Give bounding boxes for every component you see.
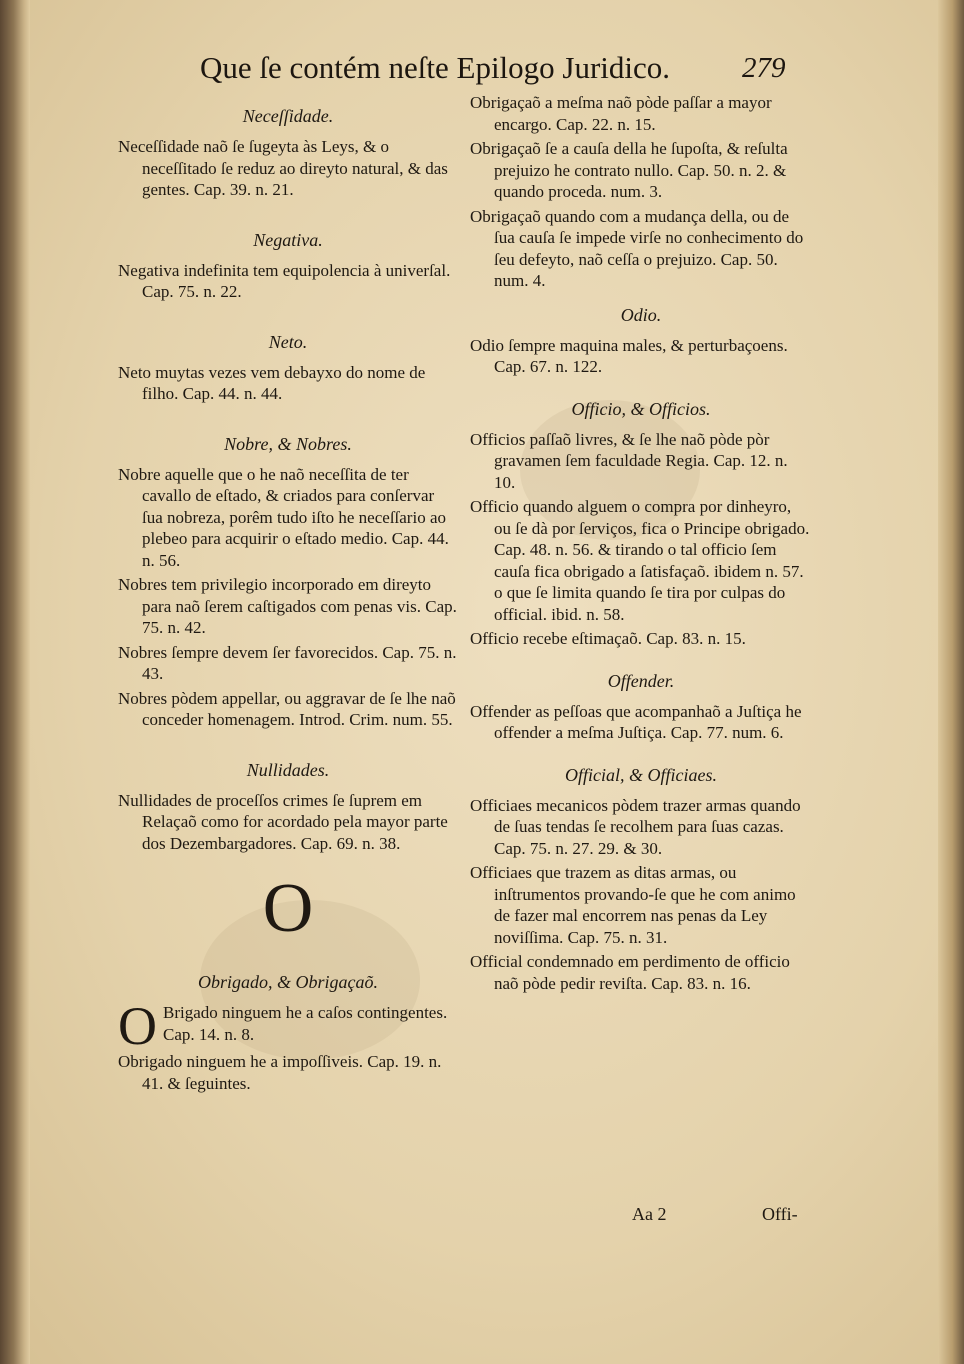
section-heading: Odio. [620,304,662,325]
index-entry: Nobres tem privilegio incorporado em direyto para naõ ſerem caſtigados com penas vis. Cap. 75. n. 42. [118,575,457,637]
index-entry: Neceſſidade naõ ſe ſugeyta às Leys, & o neceſſitado ſe reduz ao direyto natural, & das gentes. Cap. 39. n. 21. [118,137,448,199]
index-entry-first [118,1002,458,1048]
index-entry: Nullidades de proceſſos crimes ſe ſuprem em Relaçaõ como for acordado pela mayor parte dos Dezembargadores. Cap. 69. n. 38. [118,790,448,853]
signature-mark: Aa 2 [632,1204,667,1224]
entry-text: Brigado ninguem he a caſos contingentes. Cap. 14. n. 8. [163,1003,448,1044]
page-binding [0,0,30,1364]
index-entry: Official condemnado em perdimento de officio naõ pòde pedir reviſta. Cap. 83. n. 16. [470,952,790,993]
index-entry: Officio recebe eſtimaçaõ. Cap. 83. n. 15. [470,629,746,648]
index-entry: Nobres pòdem appellar, ou aggravar de ſe lhe naõ conceder homenagem. Introd. Crim. num. 55. [118,688,456,729]
section-heading: Neceſſidade. [242,106,334,126]
section-heading: Neto. [268,331,308,352]
index-entry: Officio quando alguem o compra por dinheyro, ou ſe dà por ſerviços, fica o Principe obrigado. Cap. 48. n. 56. & tirando o tal officio ſem cauſa fica obrigado a ſatisfaçaõ. ibidem n. 57. o que ſe limita quando ſe tira por culpas do official. ibid. n. 58. [470,497,810,624]
index-entry: Officiaes que trazem as ditas armas, ou inſtrumentos provando-ſe que he com animo de fazer mal encorrem nas penas da Ley noviſſima. Cap. 75. n. 31. [470,863,796,947]
index-entry: Negativa indefinita tem equipolencia à univerſal. Cap. 75. n. 22. [118,260,451,301]
section-heading: Obrigado, & Obrigaçaõ. [198,972,378,992]
page-number: 279 [742,52,786,84]
section-heading: Official, & Officiaes. [565,764,717,785]
index-entry: Offender as peſſoas que acompanhaõ a Juſtiça he offender a meſma Juſtiça. Cap. 77. num. 6. [470,701,802,742]
section-letter: O [262,870,314,947]
index-entry: Officiaes mecanicos pòdem trazer armas quando de ſuas tendas ſe recolhem para ſuas cazas. Cap. 75. n. 27. 29. & 30. [470,795,801,858]
section-heading: Negativa. [253,229,323,250]
section-heading: Nullidades. [246,759,330,780]
right-column [470,92,812,997]
left-column [118,92,458,1097]
index-entry: Obrigado ninguem he a impoſſiveis. Cap. 19. n. 41. & ſeguintes. [118,1052,442,1093]
index-entry: Obrigaçaõ ſe a cauſa della he ſupoſta, & reſulta prejuizo he contrato nullo. Cap. 50. n. 2. & quando proceda. num. 3. [470,139,788,201]
running-header: Que ſe contém neſte Epilogo Juridico. [200,50,671,85]
index-entry: Odio ſempre maquina males, & perturbaçoens. Cap. 67. n. 122. [470,335,788,376]
catchword: Offi- [762,1204,798,1224]
section-heading: Offender. [607,670,675,691]
index-entry: Officios paſſaõ livres, & ſe lhe naõ pòde pòr gravamen ſem faculdade Regia. Cap. 12. n. 10. [470,429,788,492]
index-entry: Neto muytas vezes vem debayxo do nome de filho. Cap. 44. n. 44. [118,362,426,403]
index-entry: Obrigaçaõ a meſma naõ pòde paſſar a mayor encargo. Cap. 22. n. 15. [470,93,772,134]
section-heading: Nobre, & Nobres. [224,433,352,454]
section-heading: Officio, & Officios. [571,398,711,419]
page-edge [938,0,964,1364]
index-entry: Obrigaçaõ quando com a mudança della, ou de ſua cauſa ſe impede virſe no conhecimento do ſeu defeyto, naõ ceſſa o prejuizo. Cap. 50. num. 4. [470,206,804,290]
index-entry: Nobre aquelle que o he naõ neceſſita de ter cavallo de eſtado, & criados para conſervar ſua nobreza, porêm tudo iſto he neceſſario ao plebeo para acquirir o eſtado medio. Cap. 44. n. 56. [118,464,449,570]
drop-cap: O [118,1002,157,1048]
index-entry: Nobres ſempre devem ſer favorecidos. Cap. 75. n. 43. [118,642,457,683]
